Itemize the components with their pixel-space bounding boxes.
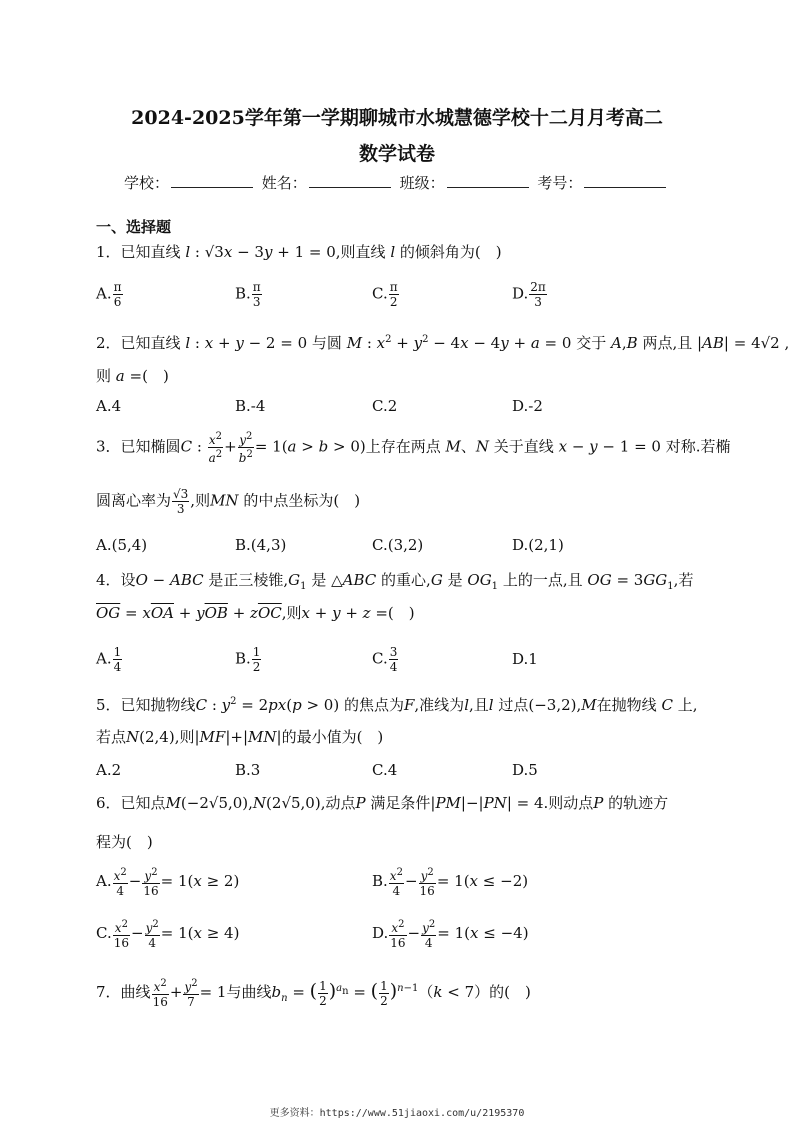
q6-option-d: D. $\frac{x^2}{16}$ − $\frac{y^2}{4}$ = 1(x ≤ −4) bbox=[372, 919, 529, 950]
name-label: 姓名： bbox=[261, 174, 307, 192]
q2-option-b: B.-4 bbox=[235, 397, 266, 415]
school-label: 学校： bbox=[124, 174, 170, 192]
q4-option-a: A. $\frac{1}{4}$ bbox=[96, 645, 122, 674]
q1-option-c: C. $\frac{\pi}{2}$ bbox=[372, 280, 398, 309]
q5-option-d: D.5 bbox=[512, 761, 538, 779]
q2-option-c: C.2 bbox=[372, 397, 398, 415]
section-title: 一、选择题 bbox=[96, 218, 172, 236]
footer-link-text: 更多资料：https://www.51jiaoxi.com/u/2195370 bbox=[269, 1108, 525, 1119]
question-3-line2: 圆离心率为 $\frac{√3}{3}$ ,则MN 的中点坐标为( ) bbox=[96, 487, 361, 516]
q5-option-c: C.4 bbox=[372, 761, 398, 779]
class-label: 班级： bbox=[399, 174, 445, 192]
number-label: 考号： bbox=[537, 174, 583, 192]
question-6: 6．已知点M(−2√5,0),N(2√5,0),动点P 满足条件|PM|−|PN| = 4.则动点P 的轨迹方 bbox=[96, 794, 669, 812]
q6-option-a: A. $\frac{x^2}{4}$ − $\frac{y^2}{16}$ = 1(x ≥ 2) bbox=[96, 867, 240, 898]
q1-option-a: A. $\frac{\pi}{6}$ bbox=[96, 280, 122, 309]
q3-option-d: D.(2,1) bbox=[512, 536, 564, 554]
exam-title-line1: 2024-2025学年第一学期聊城市水城慧德学校十二月月考高二 bbox=[131, 107, 663, 129]
q6-option-c: C. $\frac{x^2}{16}$ − $\frac{y^2}{4}$ = 1(x ≥ 4) bbox=[96, 919, 240, 950]
question-7: 7．曲线 $\frac{x^2}{16}$ + $\frac{y^2}{7}$ = 1与曲线$b_n$ = ( $\frac{1}{2}$ )$^{a_n}$ = ( $\frac{1}{2}$ )$^{n-1}$（k < 7）的( ) bbox=[96, 978, 531, 1009]
q1-option-d: D. $\frac{2\pi}{3}$ bbox=[512, 280, 546, 309]
question-4: 4．设O − ABC 是正三棱锥$,G_1$ 是 △ABC 的重心,G 是 $OG_1$ 上的一点,且 OG = $3GG_1$,若 bbox=[96, 571, 694, 592]
q3-option-a: A.(5,4) bbox=[96, 536, 148, 554]
question-6-line2: 程为( ) bbox=[96, 833, 153, 851]
q5-option-a: A.2 bbox=[96, 761, 122, 779]
name-blank bbox=[309, 173, 391, 188]
q6-option-b: B. $\frac{x^2}{4}$ − $\frac{y^2}{16}$ = 1(x ≤ −2) bbox=[372, 867, 529, 898]
question-4-line2: $\overline{OG} = x\overline{OA} + y\overline{OB} + z\overline{OC}$,则x + y + z =( ) bbox=[96, 604, 415, 622]
q1-option-b: B. $\frac{\pi}{3}$ bbox=[235, 280, 261, 309]
question-5: 5．已知抛物线C : $y^2 = 2px(p > 0)$ 的焦点为F,准线为l,且l 过点(−3,2),M在抛物线 C 上, bbox=[96, 696, 698, 714]
student-info-row bbox=[124, 172, 670, 193]
q2-option-d: D.-2 bbox=[512, 397, 543, 415]
q2-option-a: A.4 bbox=[96, 397, 122, 415]
q4-option-b: B. $\frac{1}{2}$ bbox=[235, 645, 261, 674]
question-1: 1．已知直线 l : √3x − 3y + 1 = 0,则直线 l 的倾斜角为( ) bbox=[96, 243, 502, 261]
question-2-line2: 则 a =( ) bbox=[96, 367, 169, 385]
q3-option-c: C.(3,2) bbox=[372, 536, 424, 554]
q4-option-d: D.1 bbox=[512, 650, 538, 668]
question-3: 3．已知椭圆C : $\frac{x^2}{a^2}$ + $\frac{y^2}{b^2}$ = 1(a > b > 0)上存在两点 M、N 关于直线 x − y − 1 = 0 对称.若椭 bbox=[96, 431, 731, 465]
q3-option-b: B.(4,3) bbox=[235, 536, 287, 554]
class-blank bbox=[447, 173, 529, 188]
question-2: 2．已知直线 l : x + y − 2 = 0 与圆 M : $x^2 + y^2 - 4x - 4y + a = 0$ 交于 A,B 两点,且 |AB| = 4√2 , bbox=[96, 334, 790, 352]
question-5-line2: 若点N(2,4),则|MF|+|MN|的最小值为( ) bbox=[96, 728, 384, 746]
school-blank bbox=[171, 173, 253, 188]
exam-title-line2: 数学试卷 bbox=[358, 143, 435, 165]
q5-option-b: B.3 bbox=[235, 761, 261, 779]
q4-option-c: C. $\frac{3}{4}$ bbox=[372, 645, 398, 674]
number-blank bbox=[584, 173, 666, 188]
